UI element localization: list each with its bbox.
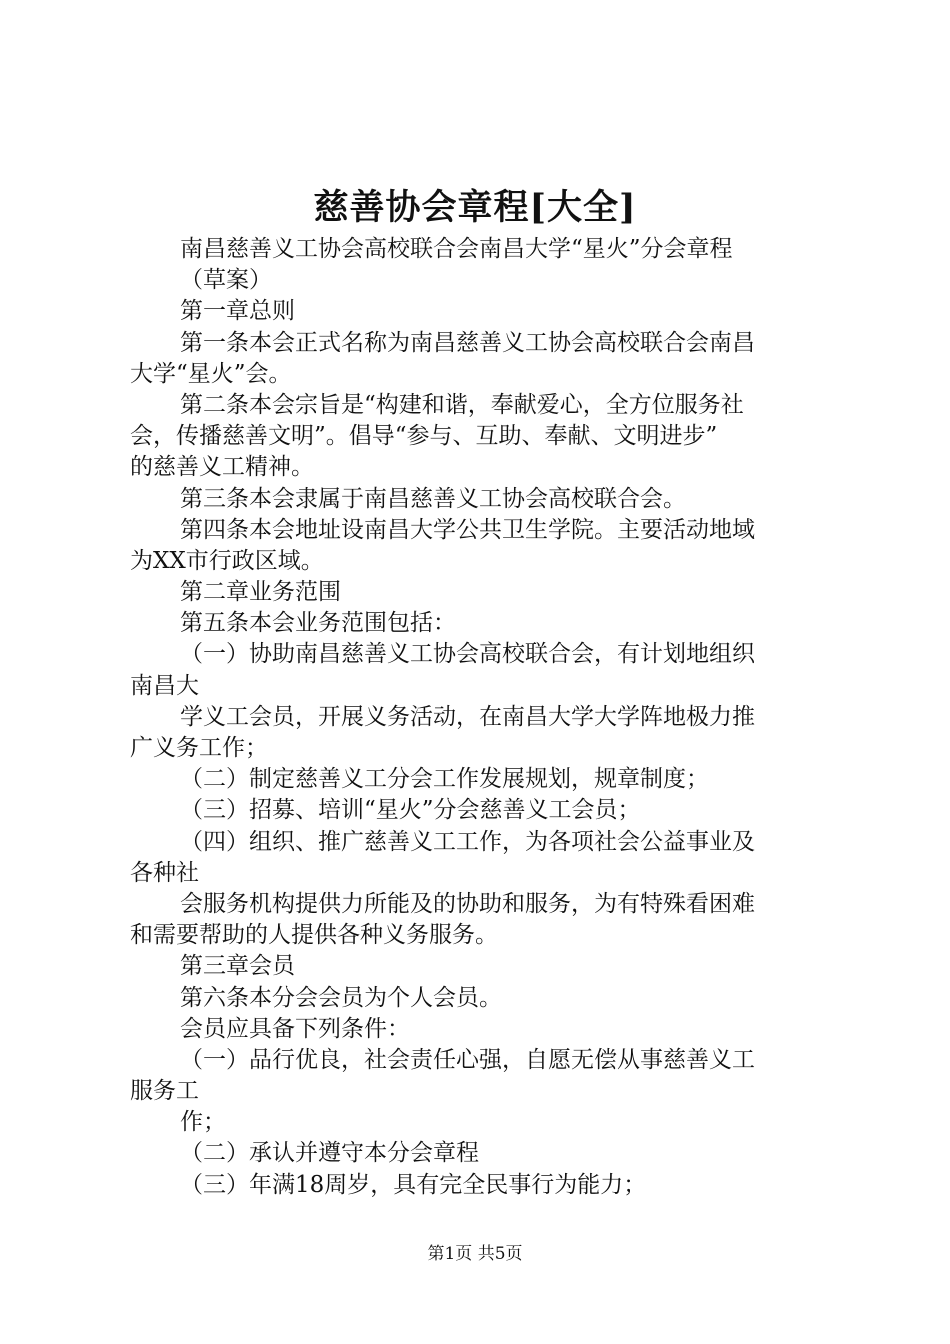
- text-line: 服务工: [130, 1078, 199, 1105]
- text-line: 第二条本会宗旨是“构建和谐，奉献爱心，全方位服务社: [180, 391, 744, 418]
- text-line: 为XX市行政区域。: [130, 547, 324, 574]
- text-line: （三）招募、培训“星火”分会慈善义工会员；: [180, 797, 641, 824]
- text-line: 南昌慈善义工协会高校联合会南昌大学“星火”分会章程: [180, 236, 733, 262]
- text-line: 第三章会员: [180, 953, 295, 980]
- text-line: （一）协助南昌慈善义工协会高校联合会，有计划地组织: [180, 641, 755, 668]
- text-line: 会员应具备下列条件：: [180, 1015, 410, 1042]
- text-line: 广义务工作；: [130, 735, 268, 761]
- text-line: 大学“星火”会。: [130, 360, 292, 387]
- text-line: 和需要帮助的人提供各种义务服务。: [130, 922, 498, 949]
- text-line: 第五条本会业务范围包括：: [180, 610, 456, 637]
- text-line: 第一章总则: [180, 298, 295, 325]
- text-line: 会，传播慈善文明”。倡导“参与、互助、奉献、文明进步”: [130, 423, 718, 450]
- text-line: 会服务机构提供力所能及的协助和服务，为有特殊看困难: [180, 890, 755, 917]
- text-line: （三）年满18周岁，具有完全民事行为能力；: [180, 1171, 647, 1198]
- text-line: 第四条本会地址设南昌大学公共卫生学院。主要活动地域: [180, 516, 755, 543]
- document-title: 慈善协会章程[大全]: [313, 187, 637, 228]
- document-body: [130, 234, 832, 1201]
- text-line: 各种社: [130, 859, 199, 886]
- text-line: 第一条本会正式名称为南昌慈善义工协会高校联合会南昌: [180, 329, 755, 356]
- text-line: 第六条本分会会员为个人会员。: [180, 984, 502, 1011]
- text-line: 的慈善义工精神。: [130, 454, 314, 481]
- text-line: （四）组织、推广慈善义工工作，为各项社会公益事业及: [180, 828, 755, 855]
- text-line: （二）制定慈善义工分会工作发展规划，规章制度；: [180, 766, 709, 793]
- text-line: （二）承认并遵守本分会章程: [180, 1140, 479, 1167]
- text-line: 第二章业务范围: [180, 579, 341, 606]
- text-line: （草案）: [180, 267, 272, 294]
- text-line: （一）品行优良，社会责任心强，自愿无偿从事慈善义工: [180, 1046, 755, 1073]
- page-footer: 第1页 共5页: [427, 1244, 523, 1264]
- text-line: 作；: [180, 1109, 226, 1136]
- text-line: 第三条本会隶属于南昌慈善义工协会高校联合会。: [180, 485, 686, 512]
- text-line: 南昌大: [130, 672, 199, 699]
- text-line: 学义工会员，开展义务活动，在南昌大学大学阵地极力推: [180, 703, 755, 730]
